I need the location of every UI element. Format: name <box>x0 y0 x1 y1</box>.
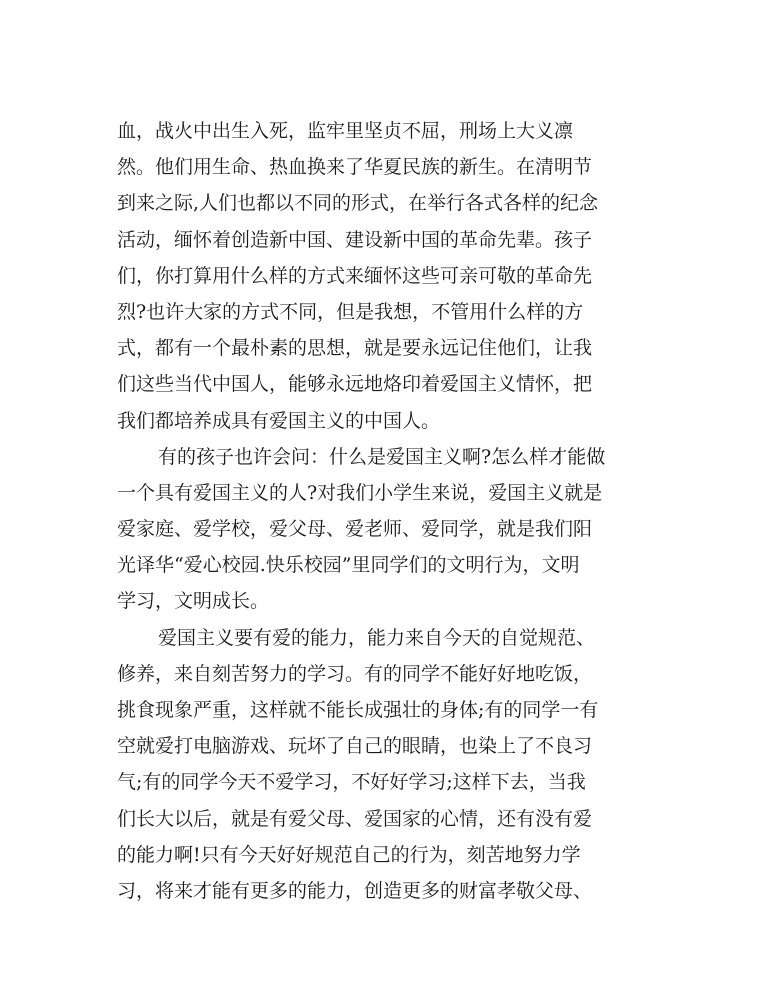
text-line: 学习，文明成长。 <box>117 590 270 613</box>
text-line: 式，都有一个最朴素的思想，就是要永远记住他们，让我 <box>117 337 593 360</box>
text-line: 们长大以后，就是有爱父母、爱国家的心情，还有没有爱 <box>117 807 593 830</box>
text-line: 一个具有爱国主义的人?对我们小学生来说，爱国主义就是 <box>117 481 603 504</box>
text-line: 修养，来自刻苦努力的学习。有的同学不能好好地吃饭， <box>117 662 593 685</box>
paragraph-3 <box>117 620 657 910</box>
text-line: 的能力啊!只有今天好好规范自己的行为，刻苦地努力学 <box>117 843 581 866</box>
text-line: 气;有的同学今天不爱学习，不好好学习;这样下去，当我 <box>117 771 586 794</box>
document-body <box>117 113 657 909</box>
text-line: 爱家庭、爱学校，爱父母、爱老师、爱同学，就是我们阳 <box>117 518 593 541</box>
text-line: 活动，缅怀着创造新中国、建设新中国的革命先辈。孩子 <box>117 228 593 251</box>
text-line: 烈?也许大家的方式不同，但是我想，不管用什么样的方 <box>117 300 584 323</box>
text-line: 空就爱打电脑游戏、玩坏了自己的眼睛，也染上了不良习 <box>117 735 593 758</box>
paragraph-2 <box>117 439 657 620</box>
text-line: 们这些当代中国人，能够永远地烙印着爱国主义情怀，把 <box>117 373 593 396</box>
text-line: 习，将来才能有更多的能力，创造更多的财富孝敬父母、 <box>117 879 593 902</box>
text-line: 到来之际,人们也都以不同的形式，在举行各式各样的纪念 <box>117 192 599 215</box>
text-line: 挑食现象严重，这样就不能长成强壮的身体;有的同学一有 <box>117 699 599 721</box>
text-line-indented: 爱国主义要有爱的能力，能力来自今天的自觉规范、 <box>158 626 596 649</box>
text-line: 血，战火中出生入死，监牢里坚贞不屈，刑场上大义凛 <box>117 120 574 142</box>
text-line: 们，你打算用什么样的方式来缅怀这些可亲可敬的革命先 <box>117 264 593 287</box>
text-line: 光译华“爱心校园.快乐校园”里同学们的文明行为，文明 <box>117 554 580 577</box>
text-line: 然。他们用生命、热血换来了华夏民族的新生。在清明节 <box>117 156 593 179</box>
paragraph-1 <box>117 113 657 439</box>
text-line-indented: 有的孩子也许会问：什么是爱国主义啊?怎么样才能做 <box>158 445 606 468</box>
text-line: 我们都培养成具有爱国主义的中国人。 <box>117 409 441 432</box>
